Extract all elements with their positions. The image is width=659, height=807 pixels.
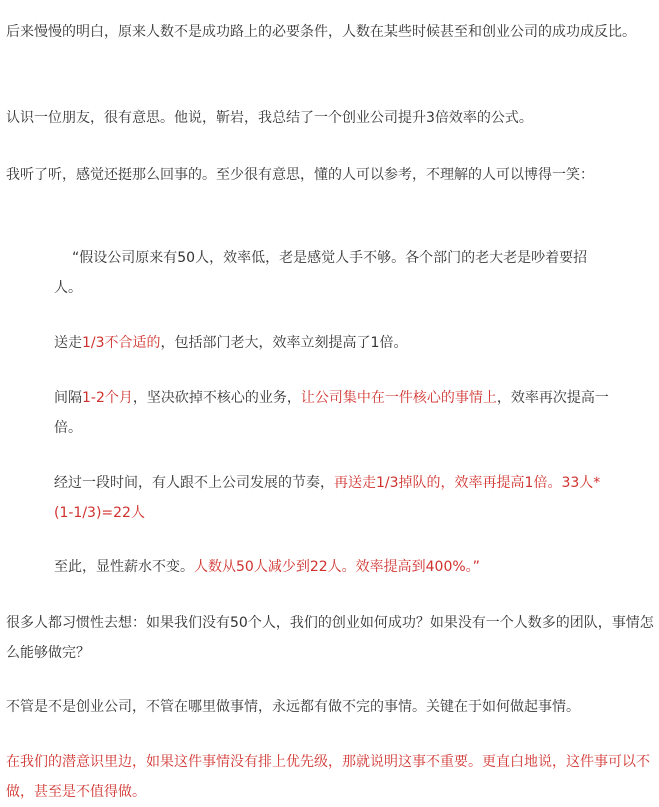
quote-5-part-a: 至此，显性薪水不变。 bbox=[54, 559, 194, 575]
quote-4-part-a: 经过一段时间，有人跟不上公司发展的节奏， bbox=[54, 475, 334, 491]
quote-2-part-c: ，包括部门老大，效率立刻提高了1倍。 bbox=[160, 335, 408, 351]
quote-paragraph-4 bbox=[54, 468, 614, 528]
quote-5-close-quote: ” bbox=[472, 559, 480, 575]
paragraph-1: 后来慢慢的明白，原来人数不是成功路上的必要条件，人数在某些时候甚至和创业公司的成功成反比。 bbox=[6, 24, 636, 40]
quote-paragraph-5 bbox=[54, 552, 614, 582]
quote-3-highlight-1: 1-2个月 bbox=[82, 390, 133, 406]
quote-2-highlight: 1/3不合适的 bbox=[82, 335, 161, 351]
quote-text-1: “假设公司原来有50人，效率低，老是感觉人手不够。各个部门的老大老是吵着要招人。 bbox=[54, 250, 588, 296]
quote-paragraph-1 bbox=[54, 243, 614, 303]
quote-4-highlight: 再送走1/3掉队的，效率再提高1倍。33人*(1-1/3)=22人 bbox=[54, 475, 601, 521]
quote-paragraph-3 bbox=[54, 383, 614, 443]
paragraph-4: 很多人都习惯性去想：如果我们没有50个人，我们的创业如何成功？如果没有一个人数多的团队，事情怎么能够做完？ bbox=[6, 615, 654, 661]
paragraph-6: 在我们的潜意识里边，如果这件事情没有排上优先级，那就说明这事不重要。更直白地说，这件事可以不做，甚至是不值得做。 bbox=[6, 754, 650, 800]
quote-3-highlight-2: 让公司集中在一件核心的事情上 bbox=[300, 390, 497, 406]
quote-3-part-a: 间隔 bbox=[54, 390, 82, 406]
paragraph-3: 我听了听，感觉还挺那么回事的。至少很有意思，懂的人可以参考，不理解的人可以博得一笑： bbox=[6, 167, 594, 183]
quote-2-part-a: 送走 bbox=[54, 335, 82, 351]
quote-paragraph-2 bbox=[54, 328, 614, 358]
quote-3-part-c: ，坚决砍掉不核心的业务， bbox=[132, 390, 301, 406]
paragraph-2: 认识一位朋友，很有意思。他说，靳岩，我总结了一个创业公司提升3倍效率的公式。 bbox=[6, 110, 533, 126]
paragraph-5: 不管是不是创业公司，不管在哪里做事情，永远都有做不完的事情。关键在于如何做起事情。 bbox=[6, 699, 580, 715]
quote-5-highlight: 人数从50人减少到22人。效率提高到400%。 bbox=[194, 559, 473, 575]
quote-3-part-e: ，效率再次提高一倍。 bbox=[54, 390, 609, 436]
